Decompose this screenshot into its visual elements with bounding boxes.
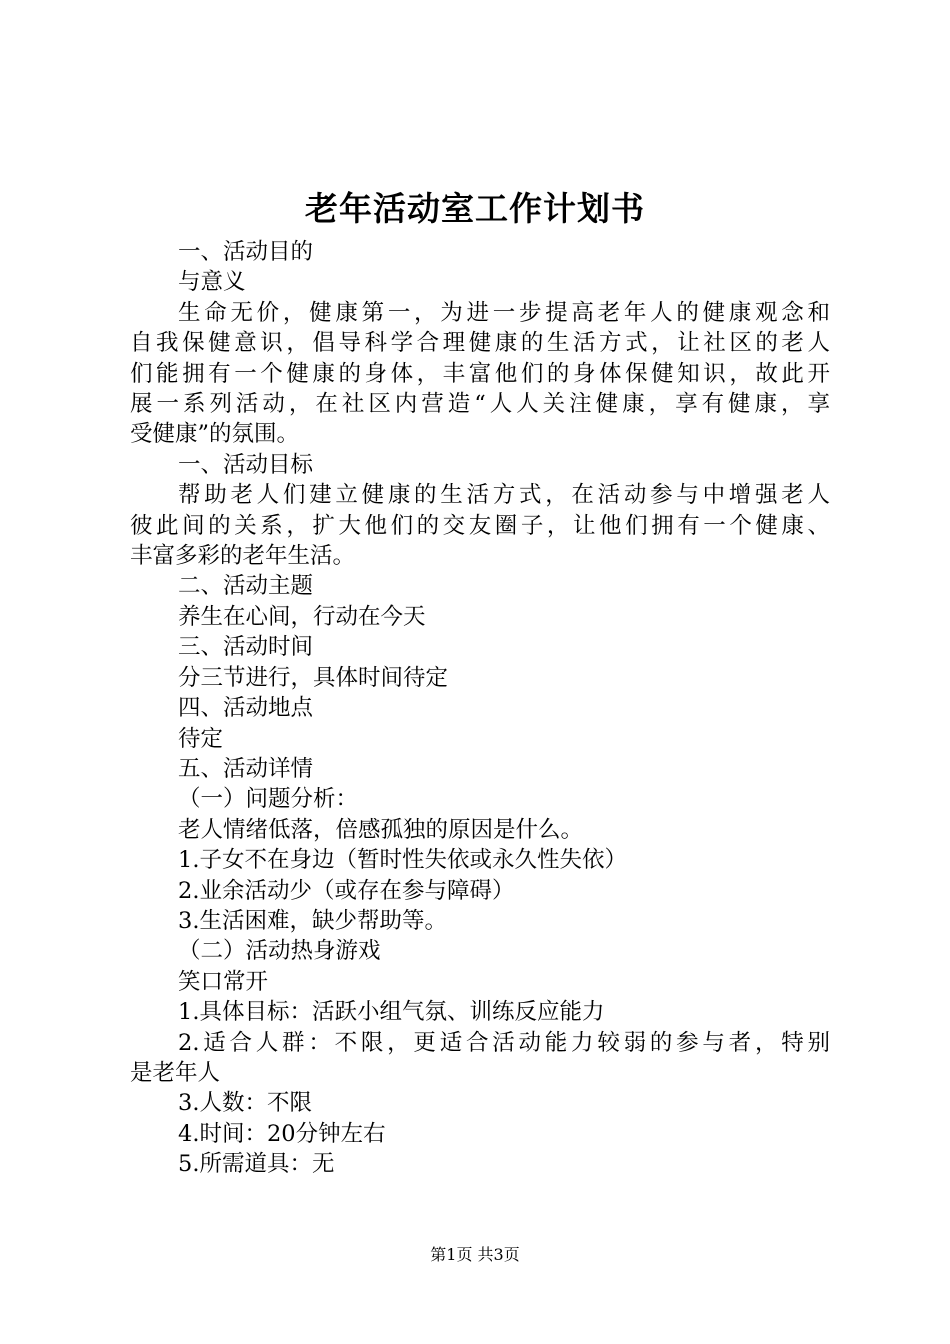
text-line: 们能拥有一个健康的身体，丰富他们的身体保健知识，故此开	[130, 360, 830, 387]
text-line: 老人情绪低落，倍感孤独的原因是什么。	[178, 816, 584, 843]
text-line: 2.业余活动少（或存在参与障碍）	[178, 877, 515, 904]
text-line: 五、活动详情	[178, 755, 314, 782]
text-line: 二、活动主题	[178, 573, 314, 600]
text-line: （二）活动热身游戏	[178, 938, 381, 965]
text-line: 展一系列活动，在社区内营造“人人关注健康，享有健康，享	[130, 391, 830, 418]
text-line: 帮助老人们建立健康的生活方式，在活动参与中增强老人	[178, 482, 830, 509]
text-line: 与意义	[178, 269, 246, 296]
page-footer: 第1页 共3页	[430, 1245, 520, 1264]
text-line: 分三节进行，具体时间待定	[178, 664, 449, 691]
text-line: 1.子女不在身边（暂时性失依或永久性失依）	[178, 847, 627, 874]
text-line: 养生在心间，行动在今天	[178, 603, 426, 630]
text-line: 一、活动目的	[178, 239, 314, 265]
text-line: 生命无价，健康第一，为进一步提高老年人的健康观念和	[178, 299, 830, 326]
text-line: 自我保健意识，倡导科学合理健康的生活方式，让社区的老人	[130, 330, 830, 357]
text-line: 3.生活困难，缺少帮助等。	[178, 907, 447, 934]
text-line: 三、活动时间	[178, 634, 314, 661]
text-line: 1.具体目标：活跃小组气氛、训练反应能力	[178, 999, 605, 1026]
text-line: 2.适合人群：不限，更适合活动能力较弱的参与者，特别	[178, 1029, 830, 1056]
text-line: 4.时间：20分钟左右	[178, 1120, 386, 1147]
text-line: 待定	[178, 725, 224, 752]
document-title: 老年活动室工作计划书	[305, 189, 645, 228]
text-line: 彼此间的关系，扩大他们的交友圈子，让他们拥有一个健康、	[130, 512, 830, 539]
document-body	[130, 237, 830, 1180]
text-line: （一）问题分析：	[178, 786, 359, 813]
text-line: 丰富多彩的老年生活。	[130, 543, 356, 570]
text-line: 是老年人	[130, 1059, 221, 1086]
text-line: 一、活动目标	[178, 451, 314, 478]
text-line: 笑口常开	[178, 968, 269, 995]
text-line: 受健康”的氛围。	[130, 421, 300, 448]
text-line: 5.所需道具：无	[178, 1151, 335, 1178]
text-line: 3.人数：不限	[178, 1090, 312, 1117]
text-line: 四、活动地点	[178, 695, 314, 722]
